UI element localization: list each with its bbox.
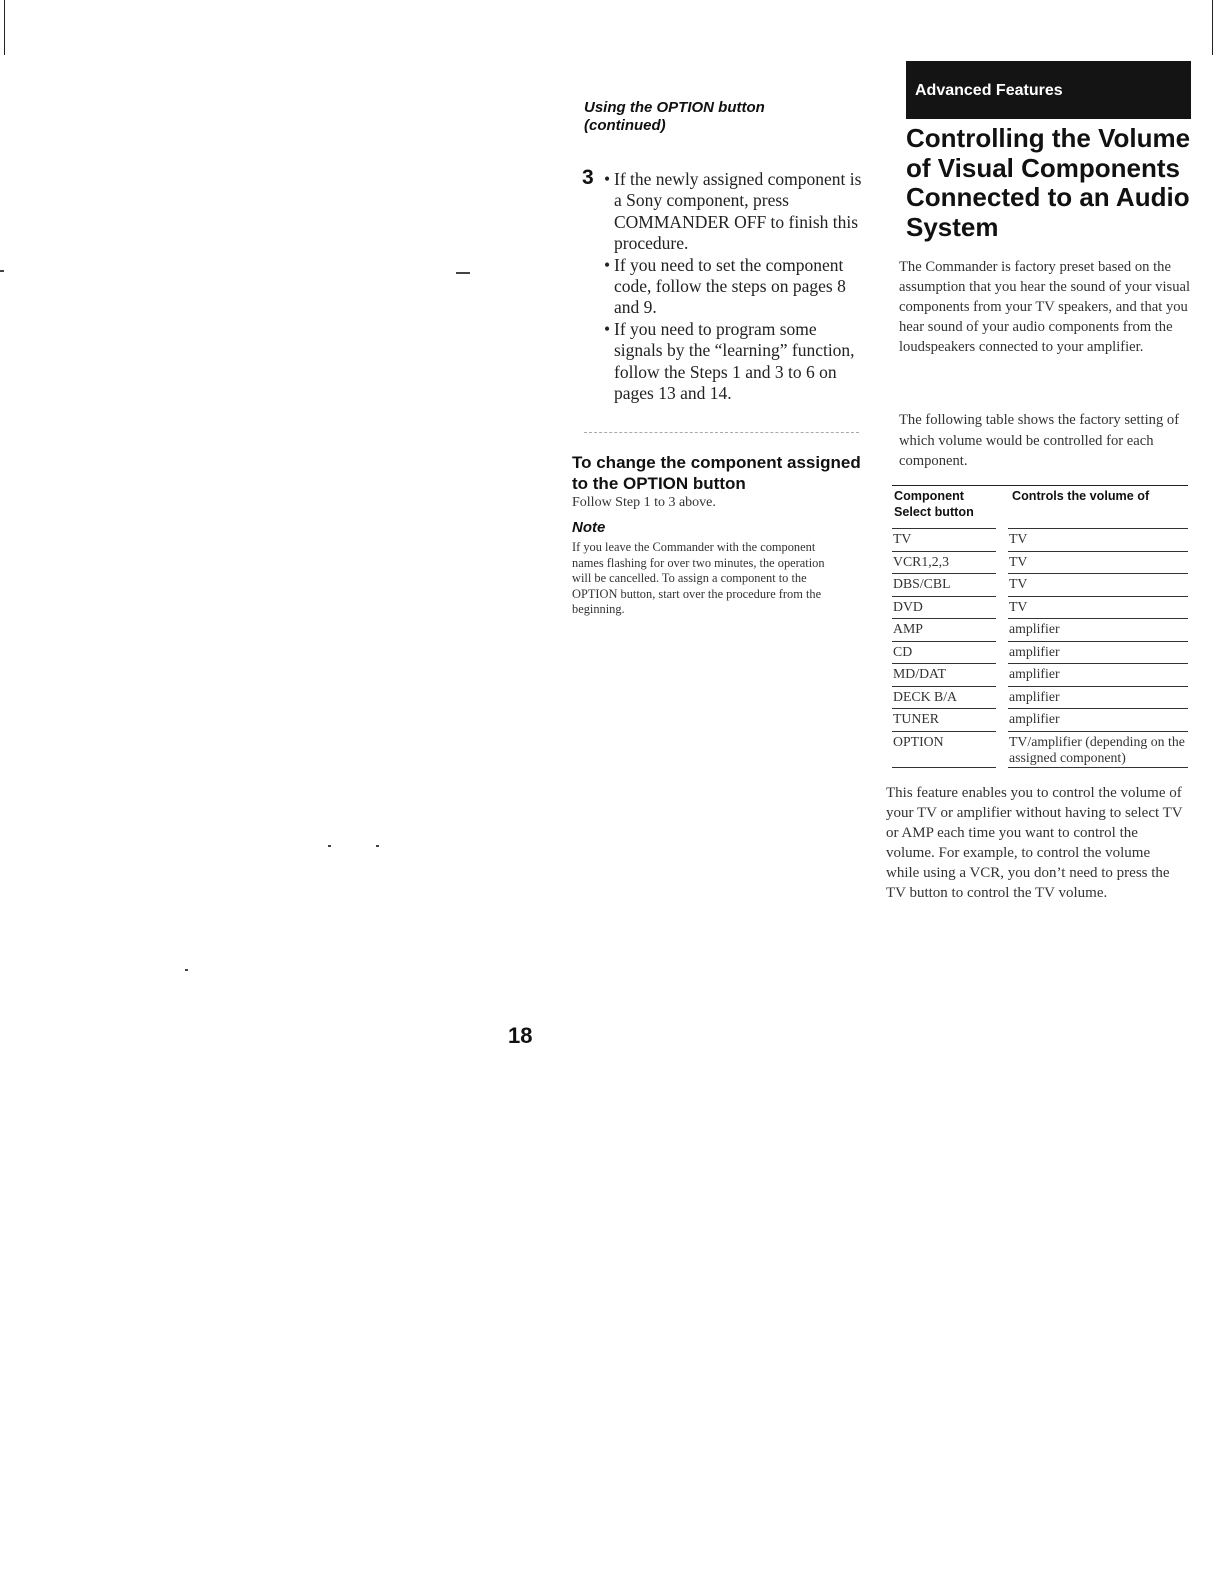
step-bullet: • If you need to program some signals by the “learning” function, follow the Steps 1 and 3 to 6 on pages 13 and 14. <box>604 319 864 405</box>
table-cell-volume: TV <box>1008 528 1188 551</box>
sub-body-text: Follow Step 1 to 3 above. <box>572 495 716 510</box>
running-head: Using the OPTION button (continued) <box>584 99 765 134</box>
table-cell-component: MD/DAT <box>892 663 996 686</box>
table-row <box>892 618 1188 641</box>
scan-speck <box>456 272 470 274</box>
table-row <box>892 551 1188 574</box>
sub-heading: To change the component assigned to the OPTION button <box>572 453 861 493</box>
scan-edge-right <box>1212 0 1213 55</box>
scan-speck <box>376 845 379 847</box>
table-cell-component: DVD <box>892 596 996 619</box>
scan-edge-left <box>4 0 5 55</box>
closing-paragraph: This feature enables you to control the volume of your TV or amplifier without having to select TV or AMP each time you want to control the volume. For example, to control the volume while using a VCR, you don’t need to press the TV button to control the TV volume. <box>886 785 1183 901</box>
table-bottom-rule <box>1008 767 1188 768</box>
table-cell-component: TUNER <box>892 708 996 731</box>
table-cell-volume: amplifier <box>1008 686 1188 709</box>
table-bottom-rule <box>892 767 996 768</box>
section-tab <box>906 61 1191 119</box>
table-cell-component: AMP <box>892 618 996 641</box>
table-row <box>892 663 1188 686</box>
step-number: 3 <box>582 166 594 189</box>
table-row <box>892 596 1188 619</box>
table-row <box>892 573 1188 596</box>
note-label: Note <box>572 519 606 536</box>
step-bullet: • If the newly assigned component is a Sony component, press COMMANDER OFF to finish this procedure. <box>604 169 864 255</box>
volume-table <box>892 485 1188 767</box>
table-cell-component: DECK B/A <box>892 686 996 709</box>
scan-speck <box>185 969 188 971</box>
table-cell-component: VCR1,2,3 <box>892 551 996 574</box>
note-text: If you leave the Commander with the component names flashing for over two minutes, the operation will be cancelled. To assign a component to the OPTION button, start over the procedure from the beginning. <box>572 540 825 617</box>
table-cell-volume: TV <box>1008 573 1188 596</box>
scan-speck <box>328 845 331 847</box>
step-bullet-list <box>604 169 864 404</box>
table-cell-component: DBS/CBL <box>892 573 996 596</box>
table-cell-volume: amplifier <box>1008 663 1188 686</box>
table-cell-volume: TV <box>1008 551 1188 574</box>
table-cell-volume: amplifier <box>1008 641 1188 664</box>
table-row <box>892 528 1188 551</box>
table-lead-paragraph: The following table shows the factory setting of which volume would be controlled for each component. <box>899 412 1180 469</box>
table-row <box>892 641 1188 664</box>
step-bullet: • If you need to set the component code, follow the steps on pages 8 and 9. <box>604 255 864 319</box>
intro-paragraph: The Commander is factory preset based on the assumption that you hear the sound of your visual components from your TV speakers, and that you hear sound of your audio components from the loudspeakers connected to your amplifier. <box>899 259 1191 355</box>
divider <box>584 432 859 433</box>
page-number: 18 <box>508 1023 533 1048</box>
table-header-component: Component Select button <box>894 489 974 519</box>
table-cell-component: OPTION <box>892 731 996 767</box>
table-row <box>892 731 1188 767</box>
table-cell-component: TV <box>892 528 996 551</box>
table-cell-volume: amplifier <box>1008 618 1188 641</box>
table-header-row <box>892 485 1188 528</box>
table-header-volume: Controls the volume of <box>1012 489 1150 503</box>
section-tab-label: Advanced Features <box>915 82 1063 99</box>
table-cell-volume: TV/amplifier (depending on the assigned component) <box>1008 731 1188 767</box>
table-cell-volume: TV <box>1008 596 1188 619</box>
table-cell-component: CD <box>892 641 996 664</box>
scan-speck <box>0 270 4 272</box>
table-row <box>892 708 1188 731</box>
table-cell-volume: amplifier <box>1008 708 1188 731</box>
page-title: Controlling the Volume of Visual Components Connected to an Audio System <box>906 123 1191 242</box>
table-row <box>892 686 1188 709</box>
